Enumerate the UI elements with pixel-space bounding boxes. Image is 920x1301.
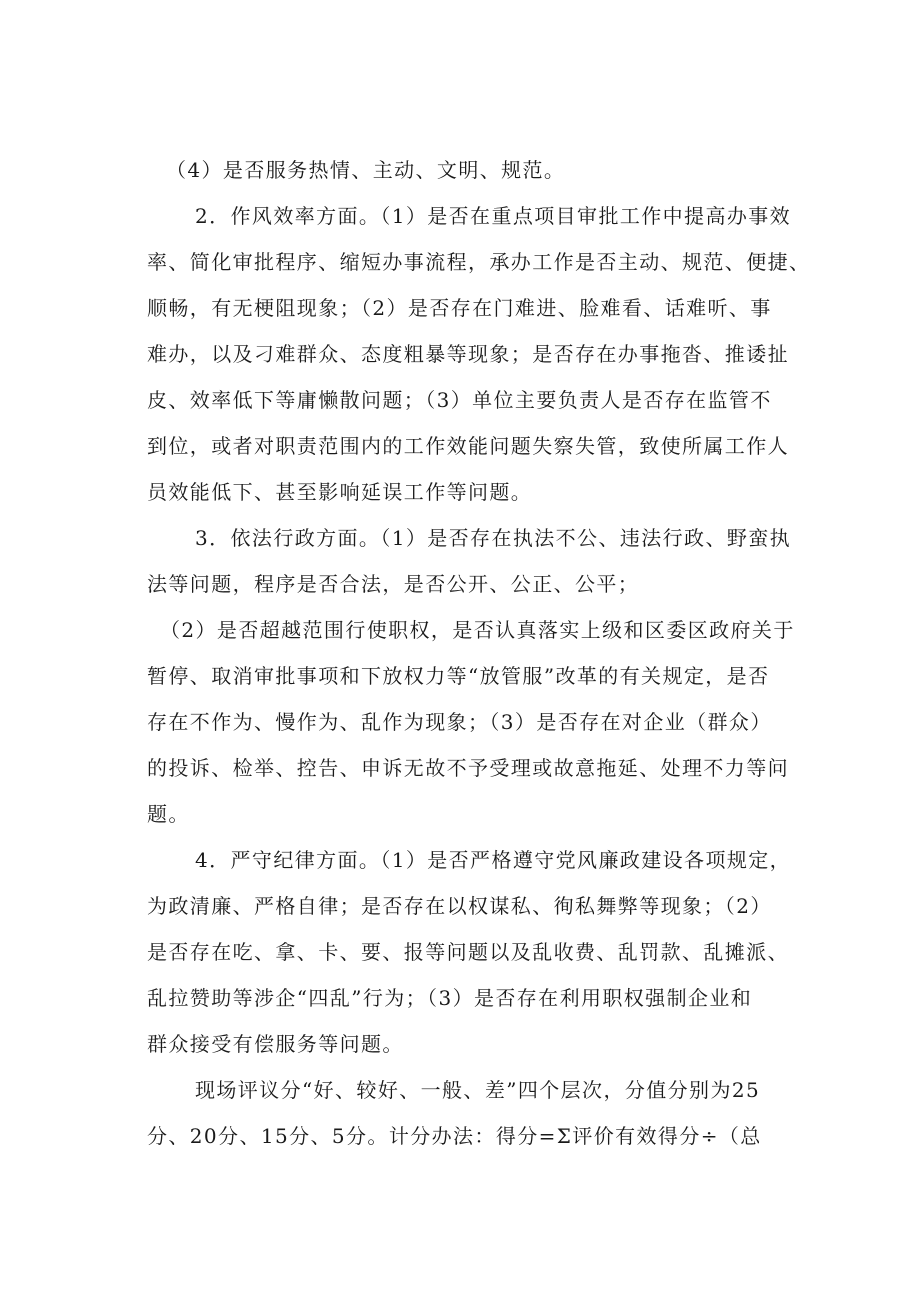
text-line: （2）是否超越范围行使职权，是否认真落实上级和区委区政府关于 bbox=[160, 618, 795, 642]
text-line: 暂停、取消审批事项和下放权力等“放管服”改革的有关规定，是否 bbox=[147, 664, 770, 688]
text-line: 3．依法行政方面。（1）是否存在执法不公、违法行政、野蛮执 bbox=[195, 526, 792, 550]
text-line: 率、简化审批程序、缩短办事流程，承办工作是否主动、规范、便捷、 bbox=[147, 250, 811, 274]
text-line: 的投诉、检举、控告、申诉无故不予受理或故意拖延、处理不力等问 bbox=[147, 756, 789, 780]
text-line: 法等问题，程序是否合法，是否公开、公正、公平； bbox=[147, 572, 640, 596]
text-line: 2．作风效率方面。（1）是否在重点项目审批工作中提高办事效 bbox=[195, 204, 792, 228]
text-line: 顺畅，有无梗阻现象；（2）是否存在门难进、脸难看、话难听、事 bbox=[147, 296, 772, 320]
text-line: 分、20分、15分、5分。计分办法：得分=Σ评价有效得分÷（总 bbox=[147, 1124, 762, 1148]
text-line: 4．严守纪律方面。（1）是否严格遵守党风廉政建设各项规定， bbox=[195, 848, 792, 872]
text-line: 乱拉赞助等涉企“四乱”行为；（3）是否存在利用职权强制企业和 bbox=[147, 986, 753, 1010]
text-line: 难办，以及刁难群众、态度粗暴等现象；是否存在办事拖沓、推诿扯 bbox=[147, 342, 789, 366]
text-line: 存在不作为、慢作为、乱作为现象；（3）是否存在对企业（群众） bbox=[147, 710, 772, 734]
text-line: 为政清廉、严格自律；是否存在以权谋私、徇私舞弊等现象；（2） bbox=[147, 894, 772, 918]
text-line: 员效能低下、甚至影响延误工作等问题。 bbox=[147, 480, 533, 504]
text-line: 群众接受有偿服务等问题。 bbox=[147, 1032, 404, 1056]
text-line: 题。 bbox=[147, 802, 190, 826]
text-line: 到位，或者对职责范围内的工作效能问题失察失管，致使所属工作人 bbox=[147, 434, 789, 458]
text-line: 是否存在吃、拿、卡、要、报等问题以及乱收费、乱罚款、乱摊派、 bbox=[147, 940, 789, 964]
text-line: （4）是否服务热情、主动、文明、规范。 bbox=[166, 158, 566, 182]
text-line: 现场评议分“好、较好、一般、差”四个层次，分值分别为25 bbox=[195, 1078, 761, 1102]
text-line: 皮、效率低下等庸懒散问题；（3）单位主要负责人是否存在监管不 bbox=[147, 388, 772, 412]
